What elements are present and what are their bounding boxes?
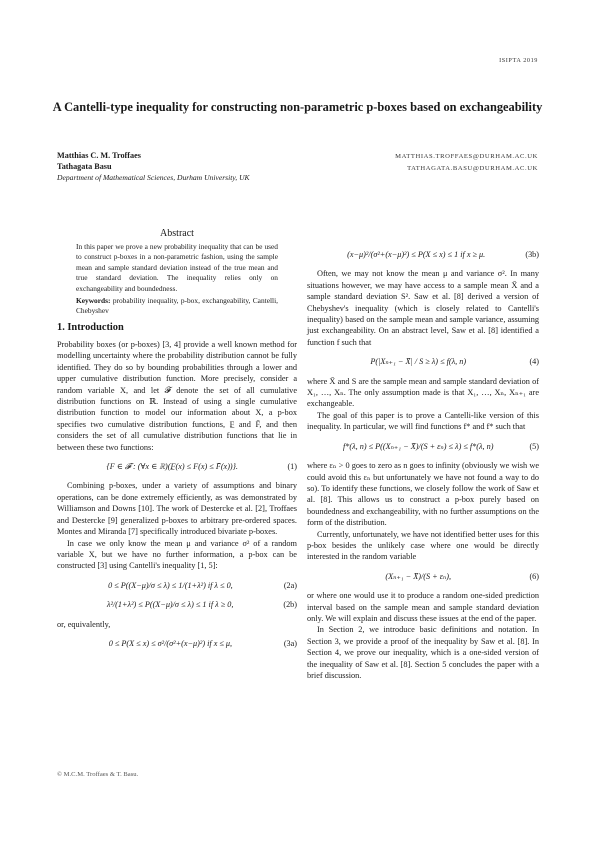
keywords-label: Keywords: <box>76 296 111 306</box>
author-email: TATHAGATA.BASU@DURHAM.AC.UK <box>407 164 538 172</box>
equation-number: (3b) <box>525 250 539 259</box>
author-list <box>57 150 141 172</box>
equation-number: (1) <box>287 462 297 472</box>
abstract-text: In this paper we prove a new probability inequality that can be used to construct p-boxes in a non-parametric fashion, using the sample mean and sample standard deviation instead of the true mean and true standard deviation. The inequality relies only on exchangeability and boundedness. <box>76 242 278 293</box>
equation-4 <box>307 356 539 367</box>
equation-number: (4) <box>529 357 539 367</box>
left-column <box>57 339 297 657</box>
affiliation: Department of Mathematical Sciences, Durham University, UK <box>57 173 250 182</box>
paragraph: Probability boxes (or p-boxes) [3, 4] provide a well known method for modelling uncertainty where the probability distribution cannot be fully identified. They do so by bounding probabilities through a lower and upper cumulative distribution function. More precisely, consider a random variable X, and let 𝓕 denote the set of all cumulative distribution functions on ℝ. Instead of using a single cumulative distribution function to model our information about X, a p-box specifies two cumulative distribution functions, F̲ and F̄, and then considers the set of all cumulative distribution functions that lie in between these two functions: <box>57 340 297 452</box>
equation-number: (2a) <box>283 580 297 590</box>
section-heading: 1. Introduction <box>57 322 124 333</box>
equation-body: (x−μ)²/(σ²+(x−μ)²) ≤ P(X ≤ x) ≤ 1 if x ≥ μ. <box>347 250 486 259</box>
equation-1 <box>57 461 297 472</box>
equation-body: (Xₙ₊₁ − X̄)/(S + εₙ), <box>385 571 452 581</box>
paragraph: or, equivalently, <box>57 619 111 629</box>
abstract-body <box>76 242 278 317</box>
paragraph: In case we only know the mean μ and variance σ² of a random variable X, but we have no further information, a p-box can be constructed [3] using Cantelli's inequality [1, 5]: <box>57 538 297 571</box>
equation-body: λ²/(1+λ²) ≤ P((X−μ)/σ ≤ λ) ≤ 1 if λ ≥ 0, <box>106 600 234 610</box>
equation-body: 0 ≤ P(X ≤ x) ≤ σ²/(σ²+(x−μ)²) if x ≤ μ, <box>108 638 233 648</box>
equation-6 <box>307 571 539 582</box>
equation-body: P(|Xₙ₊₁ − X̄| / S ≥ λ) ≤ f(λ, n) <box>370 357 467 367</box>
right-column <box>307 249 539 681</box>
paragraph: where εₙ > 0 goes to zero as n goes to infinity (obviously we wish we could avoid this εₙ but unfortunately we have not found a way to do so). To identify these functions, we closely follow the work of Saw et al. [8]. This allows us to construct a p-box purely based on boundedness and exchangeability, with no further assumptions on the form of the distribution. <box>307 461 539 528</box>
equation-3b <box>307 249 539 260</box>
author-name: Matthias C. M. Troffaes <box>57 151 141 160</box>
equation-2a <box>57 580 297 591</box>
paper-title: A Cantelli-type inequality for constructing non-parametric p-boxes based on exchangeability <box>52 100 543 114</box>
paragraph: The goal of this paper is to prove a Cantelli-like version of this inequality. In particular, we will find functions f* and f* such that <box>307 410 539 432</box>
abstract-heading: Abstract <box>160 228 194 239</box>
author-email: MATTHIAS.TROFFAES@DURHAM.AC.UK <box>395 153 538 160</box>
copyright-footer: © M.C.M. Troffaes & T. Basu. <box>57 771 139 778</box>
paragraph: or where one would use it to produce a random one-sided prediction interval based on the sample mean and sample standard deviation only. We will explain and discuss these issues at the end of the paper. <box>307 591 539 623</box>
paragraph: where X̄ and S are the sample mean and sample standard deviation of X₁, …, Xₙ. The only assumption made is that X₁, …, Xₙ, Xₙ₊₁ are exchangeable. <box>307 376 539 409</box>
equation-number: (6) <box>529 571 539 581</box>
paragraph: Currently, unfortunately, we have not identified better uses for this p-box besides the unlikely case where one would be directly interested in the random variable <box>307 529 539 562</box>
equation-number: (5) <box>529 441 539 451</box>
equation-2b <box>57 599 297 610</box>
paragraph: Often, we may not know the mean μ and variance σ². In many situations however, we may have access to a sample mean X̄ and a sample standard deviation S². Saw et al. [8] derived a version of Chebyshev's inequality (which is closely related to Cantelli's inequality) based on the sample mean and sample variance, assuming just exchangeability. On an abstract level, Saw et al. [8] identified a function f such that <box>307 269 539 347</box>
email-list <box>395 151 538 174</box>
equation-number: (3a) <box>283 638 297 648</box>
author-name: Tathagata Basu <box>57 162 112 171</box>
paragraph: Combining p-boxes, under a variety of assumptions and binary operations, can be done extremely efficiently, as was demonstrated by Williamson and Downs [10]. The work of Destercke et al. [2], Troffaes and Destercke [9] generalized p-boxes to arbitrary pre-ordered spaces. Montes and Miranda [7] specifically introduced bivariate p-boxes. <box>57 481 297 537</box>
keywords: probability inequality, p-box, exchangeability, Cantelli, Chebyshev <box>76 296 278 316</box>
venue-header: ISIPTA 2019 <box>499 57 538 64</box>
equation-3a <box>57 638 297 649</box>
equation-5 <box>307 441 539 452</box>
equation-body: f*(λ, n) ≤ P((Xₙ₊₁ − X̄)/(S + εₙ) ≤ λ) ≤ f*(λ, n) <box>343 441 494 451</box>
equation-number: (2b) <box>283 600 297 610</box>
paragraph: In Section 2, we introduce basic definitions and notation. In Section 3, we provide a proof of the inequality by Saw et al. [8]. In Section 4, we prove our inequality, which is a one-sided version of the inequality of Saw et al. [8]. Section 5 concludes the paper with a brief discussion. <box>307 625 539 680</box>
equation-body: 0 ≤ P((X−μ)/σ ≤ λ) ≤ 1/(1+λ²) if λ ≤ 0, <box>108 580 233 590</box>
equation-body: {F ∈ 𝓕 : (∀x ∈ ℝ)(F̲(x) ≤ F(x) ≤ F̄(x))}. <box>106 462 238 472</box>
